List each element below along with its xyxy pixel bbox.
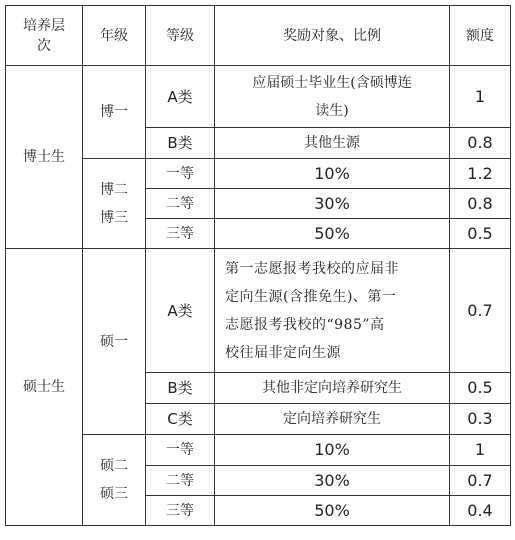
table-row <box>6 66 511 128</box>
target-line: 读生) <box>315 102 349 119</box>
grade-masters-year23 <box>83 435 146 526</box>
target-line: 第一志愿报考我校的应届非 <box>225 260 399 277</box>
class-cell: C类 <box>146 404 215 435</box>
class-cell: 一等 <box>146 159 215 189</box>
amount-cell: 0.5 <box>450 373 511 404</box>
target-cell: 50% <box>215 496 450 526</box>
header-amount: 额度 <box>450 6 511 66</box>
target-line: 志愿报考我校的“985”高 <box>225 316 385 333</box>
target-line: 应届硕士毕业生(含硕博连 <box>252 74 412 91</box>
target-line: 定向生源(含推免生)、第一 <box>225 288 397 305</box>
header-target: 奖励对象、比例 <box>215 6 450 66</box>
class-cell: 一等 <box>146 435 215 466</box>
target-cell <box>215 249 450 373</box>
target-cell: 50% <box>215 219 450 249</box>
class-cell: 三等 <box>146 219 215 249</box>
amount-cell: 1.2 <box>450 159 511 189</box>
target-cell: 30% <box>215 466 450 496</box>
grade-line: 硕三 <box>100 486 128 502</box>
header-level-line2: 次 <box>37 37 51 54</box>
target-line: 校往届非定向生源 <box>225 344 341 361</box>
grade-doctoral-year1: 博一 <box>83 66 146 159</box>
amount-cell: 1 <box>450 66 511 128</box>
amount-cell: 0.7 <box>450 249 511 373</box>
class-cell: 三等 <box>146 496 215 526</box>
class-cell: A类 <box>146 66 215 128</box>
amount-cell: 0.7 <box>450 466 511 496</box>
target-cell: 其他非定向培养研究生 <box>215 373 450 404</box>
header-grade: 年级 <box>83 6 146 66</box>
header-class: 等级 <box>146 6 215 66</box>
target-cell: 10% <box>215 159 450 189</box>
class-cell: 二等 <box>146 189 215 219</box>
scholarship-table-container <box>5 5 511 526</box>
target-cell <box>215 66 450 128</box>
target-cell: 定向培养研究生 <box>215 404 450 435</box>
scholarship-table <box>5 5 511 526</box>
grade-doctoral-year23 <box>83 159 146 249</box>
target-cell: 10% <box>215 435 450 466</box>
grade-masters-year1: 硕一 <box>83 249 146 435</box>
amount-cell: 0.8 <box>450 189 511 219</box>
class-cell: 二等 <box>146 466 215 496</box>
header-row <box>6 6 511 66</box>
amount-cell: 1 <box>450 435 511 466</box>
class-cell: B类 <box>146 373 215 404</box>
class-cell: A类 <box>146 249 215 373</box>
grade-line: 硕二 <box>100 458 128 474</box>
class-cell: B类 <box>146 128 215 159</box>
grade-line: 博三 <box>100 209 128 226</box>
target-cell: 其他生源 <box>215 128 450 159</box>
amount-cell: 0.5 <box>450 219 511 249</box>
amount-cell: 0.4 <box>450 496 511 526</box>
level-doctoral: 博士生 <box>6 66 83 249</box>
amount-cell: 0.8 <box>450 128 511 159</box>
header-level-line1: 培养层 <box>23 17 65 34</box>
grade-line: 博二 <box>100 181 128 198</box>
table-row <box>6 249 511 373</box>
header-level <box>6 6 83 66</box>
level-masters: 硕士生 <box>6 249 83 526</box>
target-cell: 30% <box>215 189 450 219</box>
amount-cell: 0.3 <box>450 404 511 435</box>
